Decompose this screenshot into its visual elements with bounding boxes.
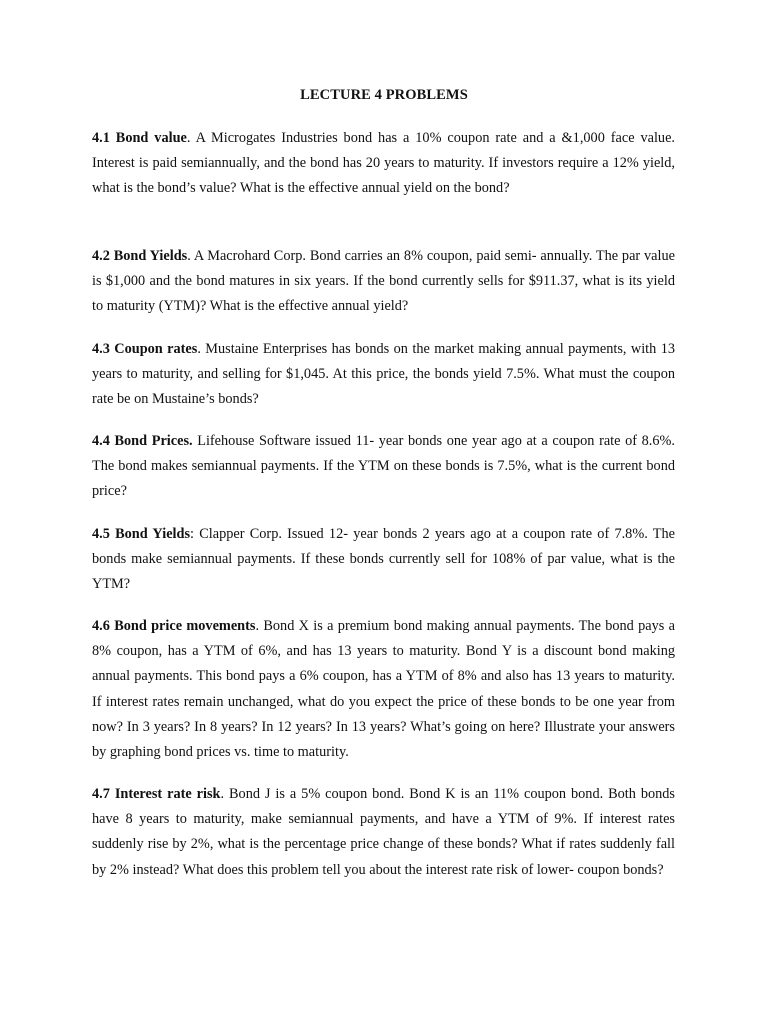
problem-4-3 — [92, 337, 675, 413]
problem-text: . A Microgates Industries bond has a 10% coupon rate and a &1,000 face value. Interest is paid semiannually, and the bond has 20 years to maturity. If investors require a 12% yield, what is the bond’s value? What is the effective annual yield on the bond? — [92, 130, 676, 197]
problem-number: 4.2 — [92, 248, 110, 264]
problem-text: Lifehouse Software issued 11- year bonds one year ago at a coupon rate of 8.6%. The bond makes semiannual payments. If the YTM on these bonds is 7.5%, what is the current bond price? — [92, 433, 675, 500]
problem-text: . Bond X is a premium bond making annual payments. The bond pays a 8% coupon, has a YTM of 6%, and has 13 years to maturity. Bond Y is a discount bond making annual payments. This bond pays a 6% coupon, has a YTM of 8% and also has 13 years to maturity. If interest rates remain unchanged, what do you expect the price of these bonds to be one year from now? In 3 years? In 8 years? In 12 years? In 13 years? What’s going on here? Illustrate your answers by graphing bond prices vs. time to maturity. — [92, 618, 676, 761]
problem-heading: Coupon rates — [114, 341, 198, 357]
problem-number: 4.5 — [92, 526, 110, 542]
problem-heading: Bond Yields — [115, 526, 191, 542]
problem-text: : Clapper Corp. Issued 12- year bonds 2 years ago at a coupon rate of 7.8%. The bonds make semiannual payments. If these bonds currently sell for 108% of par value, what is the YTM? — [92, 526, 676, 593]
problem-4-2 — [92, 244, 675, 320]
problem-heading: Bond Yields — [113, 248, 188, 264]
problem-number: 4.6 — [92, 618, 110, 634]
problem-heading: Bond Prices. — [114, 433, 193, 449]
problem-text: . Bond J is a 5% coupon bond. Bond K is an 11% coupon bond. Both bonds have 8 years to maturity, make semiannual payments, and have a YTM of 9%. If interest rates suddenly rise by 2%, what is the percentage price change of these bonds? What if rates suddenly fall by 2% instead? What does this problem tell you about the interest rate risk of lower- coupon bonds? — [92, 786, 675, 878]
problem-number: 4.1 — [92, 130, 110, 146]
problem-text: . A Macrohard Corp. Bond carries an 8% coupon, paid semi- annually. The par value is $1,000 and the bond matures in six years. If the bond currently sells for $911.37, what is its yield to maturity (YTM)? What is the effective annual yield? — [92, 248, 675, 315]
problem-heading: Bond price movements — [114, 618, 256, 634]
problem-number: 4.3 — [92, 341, 110, 357]
problem-4-4 — [92, 429, 675, 505]
problem-number: 4.4 — [92, 433, 110, 449]
problem-heading: Interest rate risk — [114, 786, 221, 802]
problem-heading: Bond value — [115, 130, 187, 146]
problem-4-1 — [92, 126, 675, 202]
problem-4-7 — [92, 782, 675, 883]
problem-4-5 — [92, 522, 675, 598]
problem-text: . Mustaine Enterprises has bonds on the market making annual payments, with 13 years to maturity, and selling for $1,045. At this price, the bonds yield 7.5%. What must the coupon rate be on Mustaine’s bonds? — [92, 341, 675, 408]
problem-number: 4.7 — [92, 786, 110, 802]
document-title: LECTURE 4 PROBLEMS — [300, 87, 468, 103]
problem-4-6 — [92, 614, 675, 765]
